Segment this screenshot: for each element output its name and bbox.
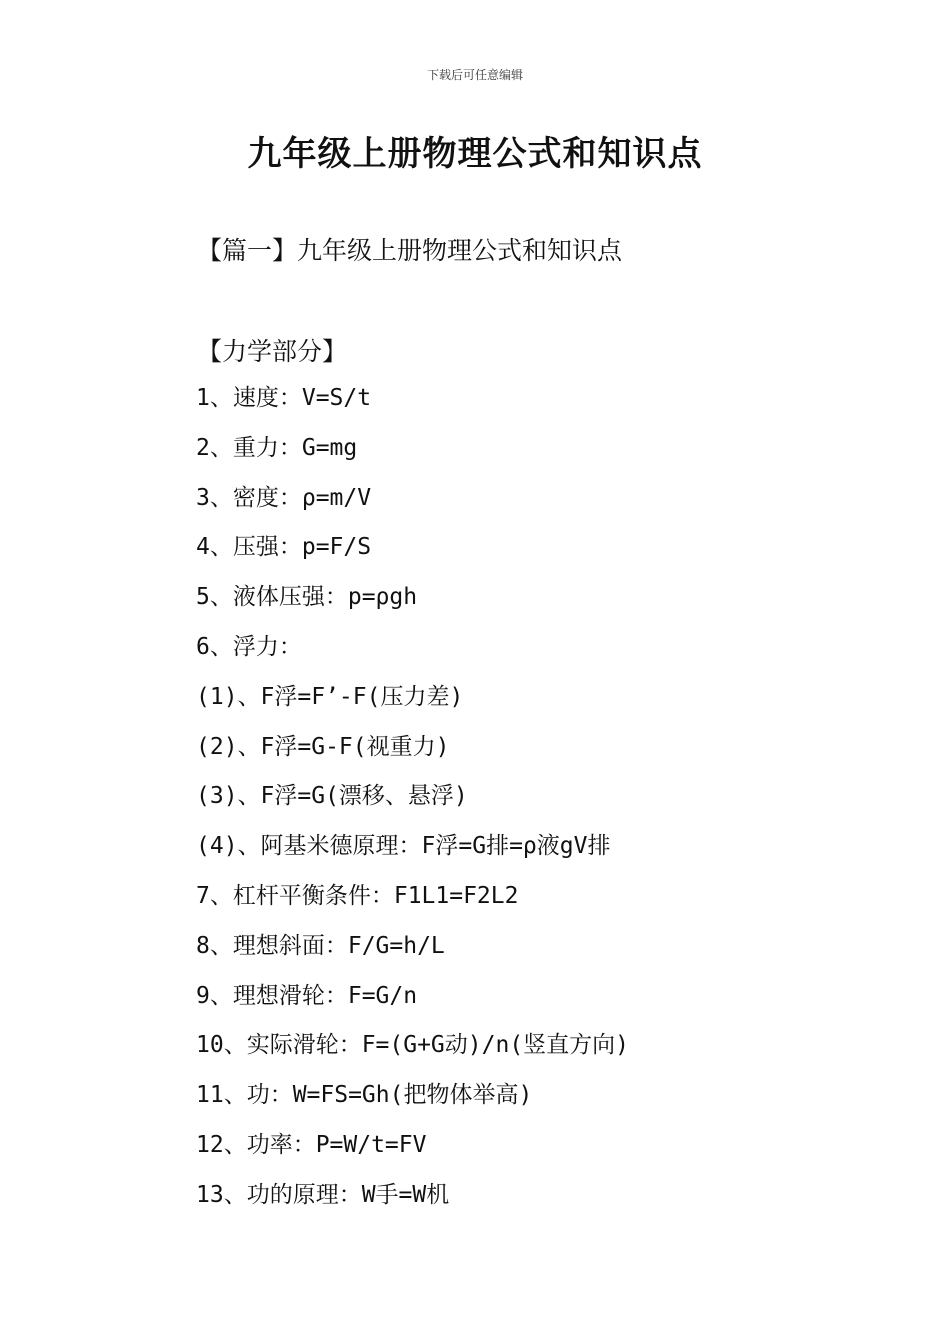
formula-item: 7、杠杆平衡条件：F1L1=F2L2 xyxy=(196,882,519,909)
formula-item: 3、密度：ρ=m/V xyxy=(196,484,372,511)
formula-item: 11、功：W=FS=Gh(把物体举高) xyxy=(196,1082,533,1109)
document-title: 九年级上册物理公式和知识点 xyxy=(247,134,703,174)
formula-item: 1、速度：V=S/t xyxy=(196,385,372,411)
formula-item: 5、液体压强：p=ρgh xyxy=(196,584,418,611)
formula-item: 8、理想斜面：F/G=h/L xyxy=(196,932,445,959)
formula-list xyxy=(196,381,896,1228)
formula-item: 2、重力：G=mg xyxy=(196,434,358,461)
formula-item: 13、功的原理：W手=W机 xyxy=(196,1181,450,1208)
formula-item: 6、浮力： xyxy=(196,633,302,660)
formula-item: (1)、F浮=F’-F(压力差) xyxy=(196,683,464,710)
formula-item: 10、实际滑轮：F=(G+G动)/n(竖直方向) xyxy=(196,1032,630,1059)
header-note: 下载后可任意编辑 xyxy=(426,68,523,82)
formula-item: (3)、F浮=G(漂移、悬浮) xyxy=(196,783,468,810)
formula-item: 4、压强：p=F/S xyxy=(196,534,372,561)
section-heading: 【力学部分】 xyxy=(197,337,348,366)
formula-item: (4)、阿基米德原理：F浮=G排=ρ液gV排 xyxy=(196,833,611,860)
formula-item: 9、理想滑轮：F=G/n xyxy=(196,982,418,1009)
formula-item: (2)、F浮=G-F(视重力) xyxy=(196,733,450,760)
chapter-heading: 【篇一】九年级上册物理公式和知识点 xyxy=(197,236,623,265)
formula-item: 12、功率：P=W/t=FV xyxy=(196,1131,427,1158)
